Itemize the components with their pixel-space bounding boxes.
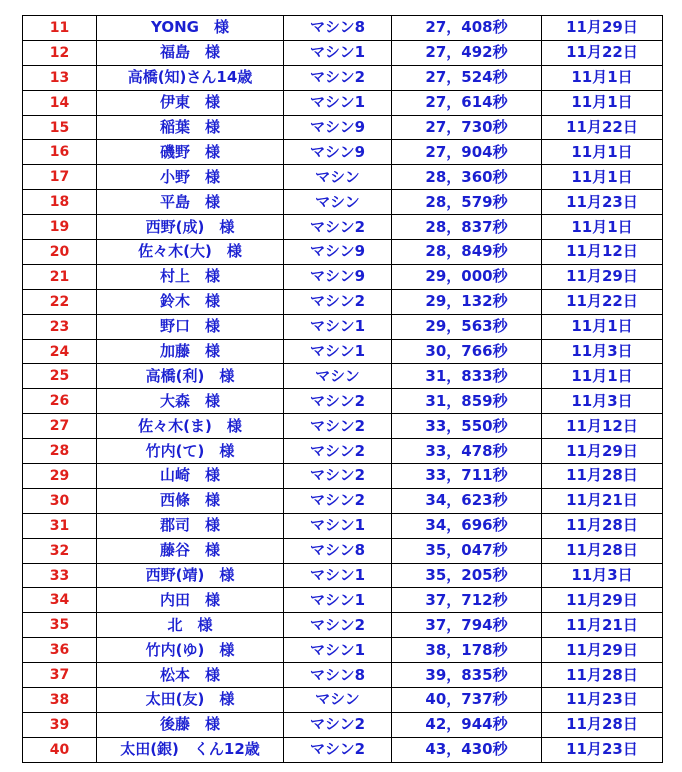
time-cell: 27，492秒	[392, 40, 542, 65]
date-cell: 11月29日	[542, 638, 663, 663]
table-row	[23, 215, 663, 240]
rank-cell: 16	[23, 140, 97, 165]
name-cell: 北 様	[97, 613, 284, 638]
date-cell: 11月29日	[542, 439, 663, 464]
rank-cell: 27	[23, 414, 97, 439]
name-cell: YONG 様	[97, 16, 284, 41]
date-cell: 11月21日	[542, 488, 663, 513]
rank-cell: 17	[23, 165, 97, 190]
name-cell: 山崎 様	[97, 464, 284, 489]
rank-cell: 18	[23, 190, 97, 215]
machine-cell: マシン	[284, 364, 392, 389]
time-cell: 27，408秒	[392, 16, 542, 41]
time-cell: 34，623秒	[392, 488, 542, 513]
name-cell: 野口 様	[97, 314, 284, 339]
machine-cell: マシン	[284, 190, 392, 215]
name-cell: 太田(銀) くん12歳	[97, 737, 284, 762]
time-cell: 29，563秒	[392, 314, 542, 339]
rank-cell: 12	[23, 40, 97, 65]
rank-cell: 14	[23, 90, 97, 115]
name-cell: 藤谷 様	[97, 538, 284, 563]
table-row	[23, 165, 663, 190]
machine-cell: マシン	[284, 688, 392, 713]
machine-cell: マシン2	[284, 389, 392, 414]
time-cell: 28，849秒	[392, 240, 542, 265]
time-cell: 34，696秒	[392, 513, 542, 538]
name-cell: 西野(靖) 様	[97, 563, 284, 588]
rank-cell: 19	[23, 215, 97, 240]
table-row	[23, 339, 663, 364]
date-cell: 11月29日	[542, 16, 663, 41]
name-cell: 後藤 様	[97, 712, 284, 737]
machine-cell: マシン9	[284, 240, 392, 265]
date-cell: 11月1日	[542, 140, 663, 165]
rank-cell: 36	[23, 638, 97, 663]
name-cell: 太田(友) 様	[97, 688, 284, 713]
rank-cell: 33	[23, 563, 97, 588]
name-cell: 松本 様	[97, 663, 284, 688]
machine-cell: マシン2	[284, 65, 392, 90]
date-cell: 11月29日	[542, 588, 663, 613]
machine-cell: マシン2	[284, 414, 392, 439]
machine-cell: マシン1	[284, 90, 392, 115]
time-cell: 42，944秒	[392, 712, 542, 737]
time-cell: 33，711秒	[392, 464, 542, 489]
time-cell: 35，047秒	[392, 538, 542, 563]
table-row	[23, 90, 663, 115]
rank-cell: 23	[23, 314, 97, 339]
table-row	[23, 140, 663, 165]
time-cell: 27，904秒	[392, 140, 542, 165]
table-row	[23, 40, 663, 65]
table-row	[23, 439, 663, 464]
ranking-body	[23, 16, 663, 763]
rank-cell: 13	[23, 65, 97, 90]
table-row	[23, 563, 663, 588]
date-cell: 11月28日	[542, 663, 663, 688]
rank-cell: 30	[23, 488, 97, 513]
name-cell: 村上 様	[97, 264, 284, 289]
rank-cell: 15	[23, 115, 97, 140]
machine-cell: マシン1	[284, 588, 392, 613]
machine-cell: マシン1	[284, 40, 392, 65]
date-cell: 11月1日	[542, 165, 663, 190]
machine-cell: マシン8	[284, 16, 392, 41]
name-cell: 稲葉 様	[97, 115, 284, 140]
name-cell: 西條 様	[97, 488, 284, 513]
time-cell: 40，737秒	[392, 688, 542, 713]
time-cell: 31，833秒	[392, 364, 542, 389]
table-row	[23, 65, 663, 90]
date-cell: 11月22日	[542, 40, 663, 65]
rank-cell: 32	[23, 538, 97, 563]
ranking-table	[22, 15, 663, 763]
date-cell: 11月23日	[542, 190, 663, 215]
time-cell: 27，614秒	[392, 90, 542, 115]
date-cell: 11月12日	[542, 414, 663, 439]
table-row	[23, 513, 663, 538]
rank-cell: 26	[23, 389, 97, 414]
name-cell: 伊東 様	[97, 90, 284, 115]
table-row	[23, 737, 663, 762]
name-cell: 竹内(て) 様	[97, 439, 284, 464]
date-cell: 11月3日	[542, 339, 663, 364]
table-row	[23, 488, 663, 513]
time-cell: 29，132秒	[392, 289, 542, 314]
rank-cell: 28	[23, 439, 97, 464]
rank-cell: 40	[23, 737, 97, 762]
date-cell: 11月28日	[542, 712, 663, 737]
machine-cell: マシン2	[284, 712, 392, 737]
time-cell: 31，859秒	[392, 389, 542, 414]
machine-cell: マシン2	[284, 737, 392, 762]
machine-cell: マシン9	[284, 140, 392, 165]
machine-cell: マシン8	[284, 663, 392, 688]
table-row	[23, 389, 663, 414]
table-row	[23, 538, 663, 563]
date-cell: 11月22日	[542, 289, 663, 314]
table-row	[23, 613, 663, 638]
time-cell: 27，524秒	[392, 65, 542, 90]
table-row	[23, 240, 663, 265]
time-cell: 43，430秒	[392, 737, 542, 762]
time-cell: 37，712秒	[392, 588, 542, 613]
name-cell: 佐々木(ま) 様	[97, 414, 284, 439]
rank-cell: 31	[23, 513, 97, 538]
time-cell: 27，730秒	[392, 115, 542, 140]
date-cell: 11月23日	[542, 688, 663, 713]
rank-cell: 20	[23, 240, 97, 265]
machine-cell: マシン2	[284, 439, 392, 464]
rank-cell: 22	[23, 289, 97, 314]
time-cell: 33，478秒	[392, 439, 542, 464]
name-cell: 高橋(利) 様	[97, 364, 284, 389]
table-row	[23, 712, 663, 737]
machine-cell: マシン9	[284, 115, 392, 140]
name-cell: 高橋(知)さん14歳	[97, 65, 284, 90]
date-cell: 11月1日	[542, 90, 663, 115]
name-cell: 平島 様	[97, 190, 284, 215]
machine-cell: マシン9	[284, 264, 392, 289]
table-row	[23, 663, 663, 688]
machine-cell: マシン2	[284, 613, 392, 638]
name-cell: 鈴木 様	[97, 289, 284, 314]
machine-cell: マシン2	[284, 488, 392, 513]
machine-cell: マシン1	[284, 513, 392, 538]
machine-cell: マシン1	[284, 314, 392, 339]
machine-cell: マシン8	[284, 538, 392, 563]
machine-cell: マシン2	[284, 464, 392, 489]
time-cell: 28，837秒	[392, 215, 542, 240]
time-cell: 35，205秒	[392, 563, 542, 588]
time-cell: 29，000秒	[392, 264, 542, 289]
date-cell: 11月22日	[542, 115, 663, 140]
rank-cell: 21	[23, 264, 97, 289]
rank-cell: 29	[23, 464, 97, 489]
name-cell: 竹内(ゆ) 様	[97, 638, 284, 663]
date-cell: 11月21日	[542, 613, 663, 638]
date-cell: 11月3日	[542, 389, 663, 414]
name-cell: 内田 様	[97, 588, 284, 613]
table-row	[23, 364, 663, 389]
rank-cell: 35	[23, 613, 97, 638]
date-cell: 11月1日	[542, 215, 663, 240]
date-cell: 11月28日	[542, 538, 663, 563]
date-cell: 11月28日	[542, 513, 663, 538]
machine-cell: マシン	[284, 165, 392, 190]
table-row	[23, 314, 663, 339]
rank-cell: 24	[23, 339, 97, 364]
table-row	[23, 638, 663, 663]
table-row	[23, 414, 663, 439]
table-row	[23, 115, 663, 140]
machine-cell: マシン1	[284, 563, 392, 588]
machine-cell: マシン2	[284, 215, 392, 240]
rank-cell: 38	[23, 688, 97, 713]
machine-cell: マシン2	[284, 289, 392, 314]
name-cell: 佐々木(大) 様	[97, 240, 284, 265]
machine-cell: マシン1	[284, 638, 392, 663]
name-cell: 小野 様	[97, 165, 284, 190]
name-cell: 福島 様	[97, 40, 284, 65]
rank-cell: 34	[23, 588, 97, 613]
date-cell: 11月1日	[542, 314, 663, 339]
date-cell: 11月23日	[542, 737, 663, 762]
date-cell: 11月12日	[542, 240, 663, 265]
name-cell: 磯野 様	[97, 140, 284, 165]
time-cell: 28，579秒	[392, 190, 542, 215]
date-cell: 11月29日	[542, 264, 663, 289]
time-cell: 39，835秒	[392, 663, 542, 688]
date-cell: 11月3日	[542, 563, 663, 588]
date-cell: 11月28日	[542, 464, 663, 489]
table-row	[23, 688, 663, 713]
name-cell: 郡司 様	[97, 513, 284, 538]
table-row	[23, 289, 663, 314]
rank-cell: 37	[23, 663, 97, 688]
machine-cell: マシン1	[284, 339, 392, 364]
date-cell: 11月1日	[542, 364, 663, 389]
time-cell: 33，550秒	[392, 414, 542, 439]
name-cell: 加藤 様	[97, 339, 284, 364]
table-row	[23, 464, 663, 489]
table-row	[23, 190, 663, 215]
rank-cell: 39	[23, 712, 97, 737]
rank-cell: 25	[23, 364, 97, 389]
table-row	[23, 16, 663, 41]
time-cell: 38，178秒	[392, 638, 542, 663]
time-cell: 28，360秒	[392, 165, 542, 190]
name-cell: 大森 様	[97, 389, 284, 414]
date-cell: 11月1日	[542, 65, 663, 90]
time-cell: 37，794秒	[392, 613, 542, 638]
table-row	[23, 264, 663, 289]
table-row	[23, 588, 663, 613]
rank-cell: 11	[23, 16, 97, 41]
time-cell: 30，766秒	[392, 339, 542, 364]
name-cell: 西野(成) 様	[97, 215, 284, 240]
